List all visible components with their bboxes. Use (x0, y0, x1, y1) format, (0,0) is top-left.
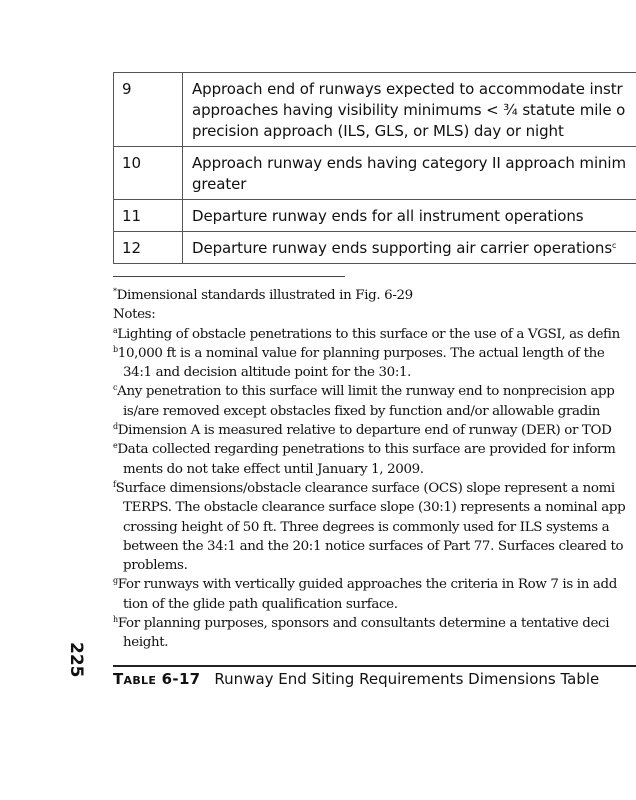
note-line (113, 614, 636, 633)
note-lead: *Dimensional standards illustrated in Fig. 6-29 (113, 287, 413, 303)
note-text: Lighting of obstacle penetrations to this surface or the use of a VGSI, as defin (117, 326, 620, 342)
note-text: Dimension A is measured relative to departure end of runway (DER) or TOD (117, 423, 612, 439)
note-text: ments do not take effect until January 1, 2009. (123, 461, 424, 477)
description-text: approaches having visibility minimums < ¾ statute mile o (192, 101, 626, 119)
footnote-marker: b (113, 344, 118, 354)
row-description (183, 200, 636, 231)
table-row (114, 73, 636, 147)
note-line (113, 498, 636, 517)
description-text: Approach end of runways expected to accommodate instr (192, 80, 623, 98)
description-line (192, 206, 636, 227)
footnote-marker: h (113, 615, 118, 625)
footnote-marker: d (113, 422, 118, 432)
note-line (113, 344, 636, 363)
description-text: Approach runway ends having category II approach minim (192, 154, 627, 172)
description-text: Departure runway ends supporting air carrier operations (192, 239, 613, 257)
footnote-marker: f (113, 479, 116, 489)
caption-rule (113, 665, 636, 667)
notes-label: Notes: (113, 307, 156, 323)
note-text: TERPS. The obstacle clearance surface slope (30:1) represents a nominal app (123, 500, 626, 516)
row-description (183, 232, 636, 263)
footnote-rule (113, 276, 345, 277)
footnote-marker: c (113, 383, 118, 393)
note-line (113, 537, 636, 556)
note-line (113, 479, 636, 498)
note-text: between the 34:1 and the 20:1 notice surfaces of Part 77. Surfaces cleared to (123, 538, 624, 554)
footnote-marker: a (113, 325, 118, 335)
footnote-marker: g (113, 576, 118, 586)
description-line (192, 174, 636, 195)
description-text: greater (192, 175, 247, 193)
note-line (113, 595, 636, 614)
note-line (113, 518, 636, 537)
note-text: problems. (123, 558, 188, 574)
note-text: Any penetration to this surface will limit the runway end to nonprecision app (117, 384, 615, 400)
note-line (113, 556, 636, 575)
row-number: 10 (114, 147, 183, 199)
note-line (113, 460, 636, 479)
description-text: Departure runway ends for all instrument operations (192, 207, 584, 225)
row-number: 11 (114, 200, 183, 231)
note-line (113, 382, 636, 401)
note-lead-mark: * (113, 287, 117, 296)
table-row (114, 200, 636, 232)
note-text: For runways with vertically guided approaches the criteria in Row 7 is in add (117, 577, 617, 593)
note-text: For planning purposes, sponsors and consultants determine a tentative deci (117, 616, 610, 632)
note-line (113, 633, 636, 652)
note-line (113, 421, 636, 440)
note-text: is/are removed except obstacles fixed by function and/or allowable gradin (123, 403, 601, 419)
note-text: crossing height of 50 ft. Three degrees is commonly used for ILS systems a (123, 519, 610, 535)
footnote-marker: e (113, 441, 118, 451)
table-caption (113, 669, 636, 689)
note-line (113, 575, 636, 594)
table-row (114, 232, 636, 264)
note-line (113, 440, 636, 459)
description-text: precision approach (ILS, GLS, or MLS) day or night (192, 122, 564, 140)
note-line (113, 325, 636, 344)
note-line (113, 402, 636, 421)
note-text: tion of the glide path qualification surface. (123, 596, 398, 612)
siting-table (113, 72, 636, 264)
row-description (183, 147, 636, 199)
note-list (113, 325, 636, 653)
note-text: Surface dimensions/obstacle clearance surface (OCS) slope represent a nomi (115, 480, 615, 496)
page-number: 225 (66, 642, 86, 678)
description-line (192, 79, 636, 100)
row-description (183, 73, 636, 146)
description-line (192, 121, 636, 142)
note-text: 10,000 ft is a nominal value for planning purposes. The actual length of the (117, 345, 605, 361)
description-line (192, 238, 636, 259)
table-row (114, 147, 636, 200)
description-line (192, 153, 636, 174)
note-text: Data collected regarding penetrations to this surface are provided for inform (117, 442, 616, 458)
note-line (113, 363, 636, 382)
caption-label: Table 6-17 (113, 670, 201, 688)
note-text: 34:1 and decision altitude point for the 30:1. (123, 365, 412, 381)
row-number: 12 (114, 232, 183, 263)
row-number: 9 (114, 73, 183, 146)
description-line (192, 100, 636, 121)
table-notes (113, 286, 636, 653)
note-text: height. (123, 635, 169, 651)
footnote-marker: c (612, 241, 617, 250)
caption-text: Runway End Siting Requirements Dimensions Table (214, 670, 600, 688)
